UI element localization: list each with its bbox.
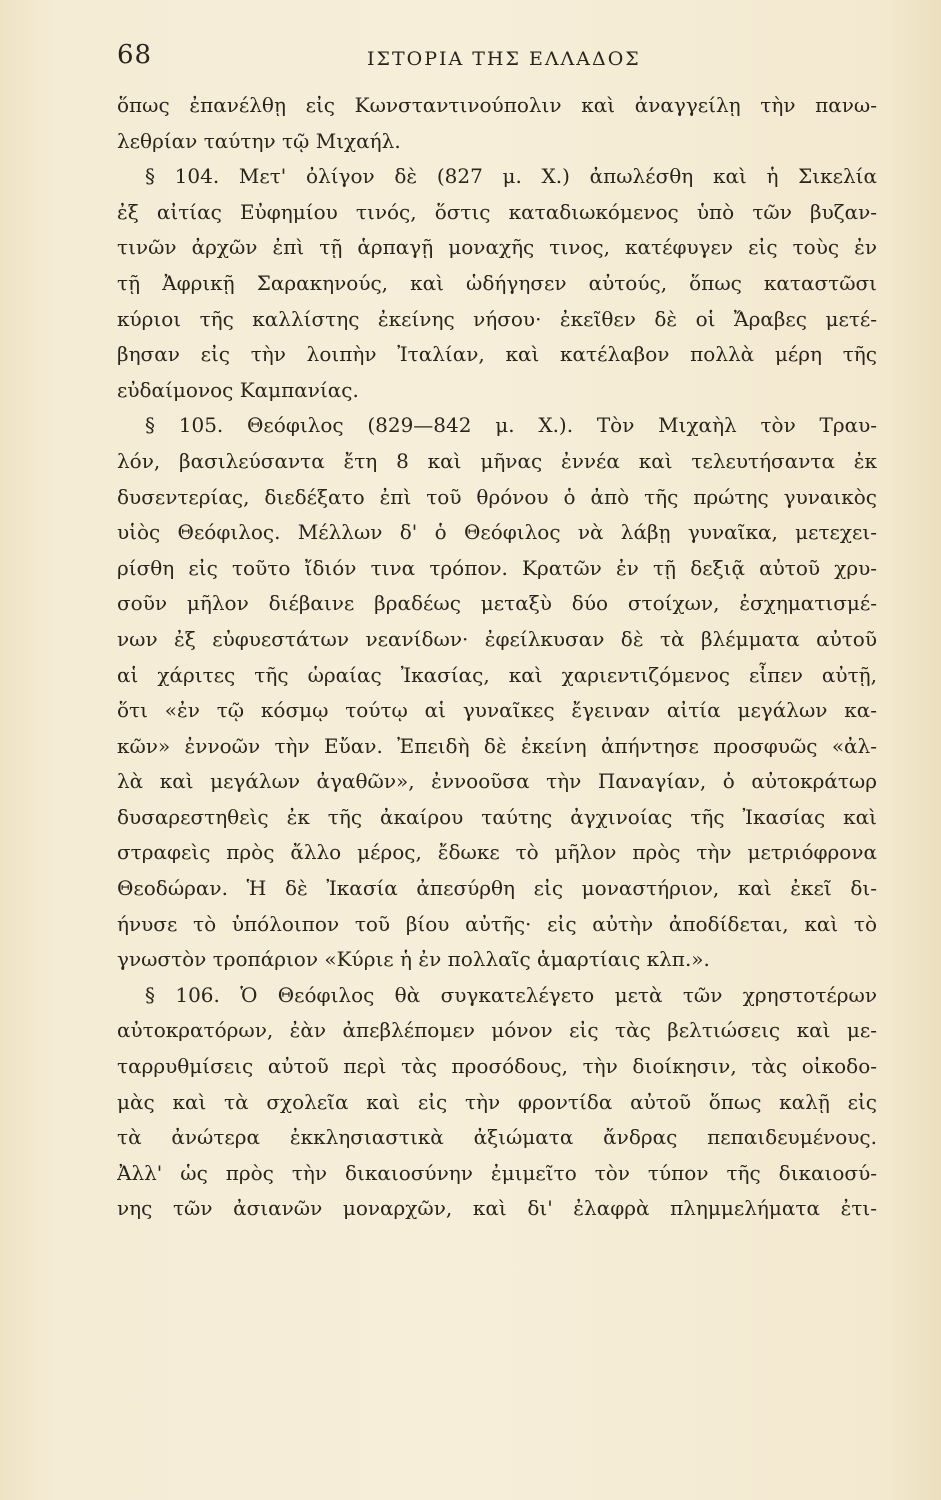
text-line: βησαν εἰς τὴν λοιπὴν Ἰταλίαν, καὶ κατέλαβον πολλὰ μέρη τῆς: [117, 342, 877, 367]
text-line: Θεοδώραν. Ἡ δὲ Ἰκασία ἀπεσύρθη εἰς μοναστήριον, καὶ ἐκεῖ δι-: [117, 876, 877, 901]
text-line: τὰ ἀνώτερα ἐκκλησιαστικὰ ἀξιώματα ἄνδρας πεπαιδευμένους.: [117, 1125, 877, 1150]
text-line: τῇ Ἀφρικῇ Σαρακηνούς, καὶ ὡδήγησεν αὐτούς, ὅπως καταστῶσι: [117, 270, 877, 295]
text-line: ὅπως ἐπανέλθῃ εἰς Κωνσταντινούπολιν καὶ ἀναγγείλῃ τὴν πανω-: [117, 93, 877, 117]
text-line: μὰς καὶ τὰ σχολεῖα καὶ εἰς τὴν φροντίδα αὐτοῦ ὅπως καλῇ εἰς: [117, 1089, 877, 1114]
text-line: τινῶν ἀρχῶν ἐπὶ τῇ ἁρπαγῇ μοναχῆς τινος, κατέφυγεν εἰς τοὺς ἐν: [117, 235, 877, 260]
text-line: γνωστὸν τροπάριον «Κύριε ἡ ἐν πολλαῖς ἁμαρτίαις κλπ.».: [117, 947, 710, 972]
text-line: στραφεὶς πρὸς ἄλλο μέρος, ἔδωκε τὸ μῆλον πρὸς τὴν μετριόφρονα: [117, 840, 877, 865]
page-header: [117, 40, 877, 80]
text-line: ὅτι «ἐν τῷ κόσμῳ τούτῳ αἱ γυναῖκες ἔγειναν αἰτία μεγάλων κα-: [117, 698, 877, 723]
text-line: υἱὸς Θεόφιλος. Μέλλων δ' ὁ Θεόφιλος νὰ λάβῃ γυναῖκα, μετεχει-: [117, 520, 877, 545]
text-line: νης τῶν ἀσιανῶν μοναρχῶν, καὶ δι' ἐλαφρὰ πλημμελήματα ἐτι-: [117, 1196, 877, 1221]
text-line: ἐξ αἰτίας Εὐφημίου τινός, ὅστις καταδιωκόμενος ὑπὸ τῶν βυζαν-: [117, 199, 877, 224]
text-line: δυσαρεστηθεὶς ἐκ τῆς ἀκαίρου ταύτης ἀγχινοίας τῆς Ἰκασίας καὶ: [117, 804, 877, 829]
text-line: αἱ χάριτες τῆς ὡραίας Ἰκασίας, καὶ χαριεντιζόμενος εἶπεν αὐτῇ,: [117, 662, 877, 687]
text-line: σοῦν μῆλον διέβαινε βραδέως μεταξὺ δύο στοίχων, ἐσχηματισμέ-: [117, 591, 877, 616]
text-line: δυσεντερίας, διεδέξατο ἐπὶ τοῦ θρόνου ὁ ἀπὸ τῆς πρώτης γυναικὸς: [117, 484, 877, 509]
text-line: λεθρίαν ταύτην τῷ Μιχαήλ.: [117, 128, 401, 153]
text-line: λόν, βασιλεύσαντα ἔτη 8 καὶ μῆνας ἐννέα καὶ τελευτήσαντα ἐκ: [117, 448, 877, 473]
page-body: [117, 88, 877, 1227]
text-line: Ἀλλ' ὡς πρὸς τὴν δικαιοσύνην ἐμιμεῖτο τὸν τύπον τῆς δικαιοσύ-: [117, 1160, 877, 1185]
text-line: νων ἐξ εὐφυεστάτων νεανίδων· ἐφείλκυσαν δὲ τὰ βλέμματα αὐτοῦ: [117, 626, 877, 651]
text-line: λὰ καὶ μεγάλων ἀγαθῶν», ἐννοοῦσα τὴν Παναγίαν, ὁ αὐτοκράτωρ: [117, 769, 877, 794]
text-line: αὐτοκρατόρων, ἐὰν ἀπεβλέπομεν μόνον εἰς τὰς βελτιώσεις καὶ με-: [117, 1018, 877, 1043]
text-line: ήνυσε τὸ ὑπόλοιπον τοῦ βίου αὐτῆς· εἰς αὐτὴν ἀποδίδεται, καὶ τὸ: [117, 911, 877, 936]
section-106-start: § 106. Ὁ Θεόφιλος θὰ συγκατελέγετο μετὰ τῶν χρηστοτέρων: [145, 982, 877, 1007]
running-title: ΙΣΤΟΡΙΑ ΤΗΣ ΕΛΛΑΔΟΣ: [367, 48, 641, 70]
text-line: ταρρυθμίσεις αὐτοῦ περὶ τὰς προσόδους, τὴν διοίκησιν, τὰς οἰκοδο-: [117, 1054, 877, 1079]
page-number: 68: [117, 40, 153, 70]
section-105-start: § 105. Θεόφιλος (829—842 μ. Χ.). Τὸν Μιχαὴλ τὸν Τραυ-: [145, 413, 877, 438]
text-line: κῶν» ἐννοῶν τὴν Εὔαν. Ἐπειδὴ δὲ ἐκείνη ἀπήντησε προσφυῶς «ἀλ-: [117, 733, 877, 758]
text-line: εὐδαίμονος Καμπανίας.: [117, 377, 359, 402]
text-line: κύριοι τῆς καλλίστης ἐκείνης νήσου· ἐκεῖθεν δὲ οἱ Ἄραβες μετέ-: [117, 306, 877, 331]
text-line: ρίσθη εἰς τοῦτο ἴδιόν τινα τρόπον. Κρατῶν ἐν τῇ δεξιᾷ αὐτοῦ χρυ-: [117, 555, 877, 580]
section-104-start: § 104. Μετ' ὀλίγον δὲ (827 μ. Χ.) ἀπωλέσθη καὶ ἡ Σικελία: [145, 164, 877, 189]
